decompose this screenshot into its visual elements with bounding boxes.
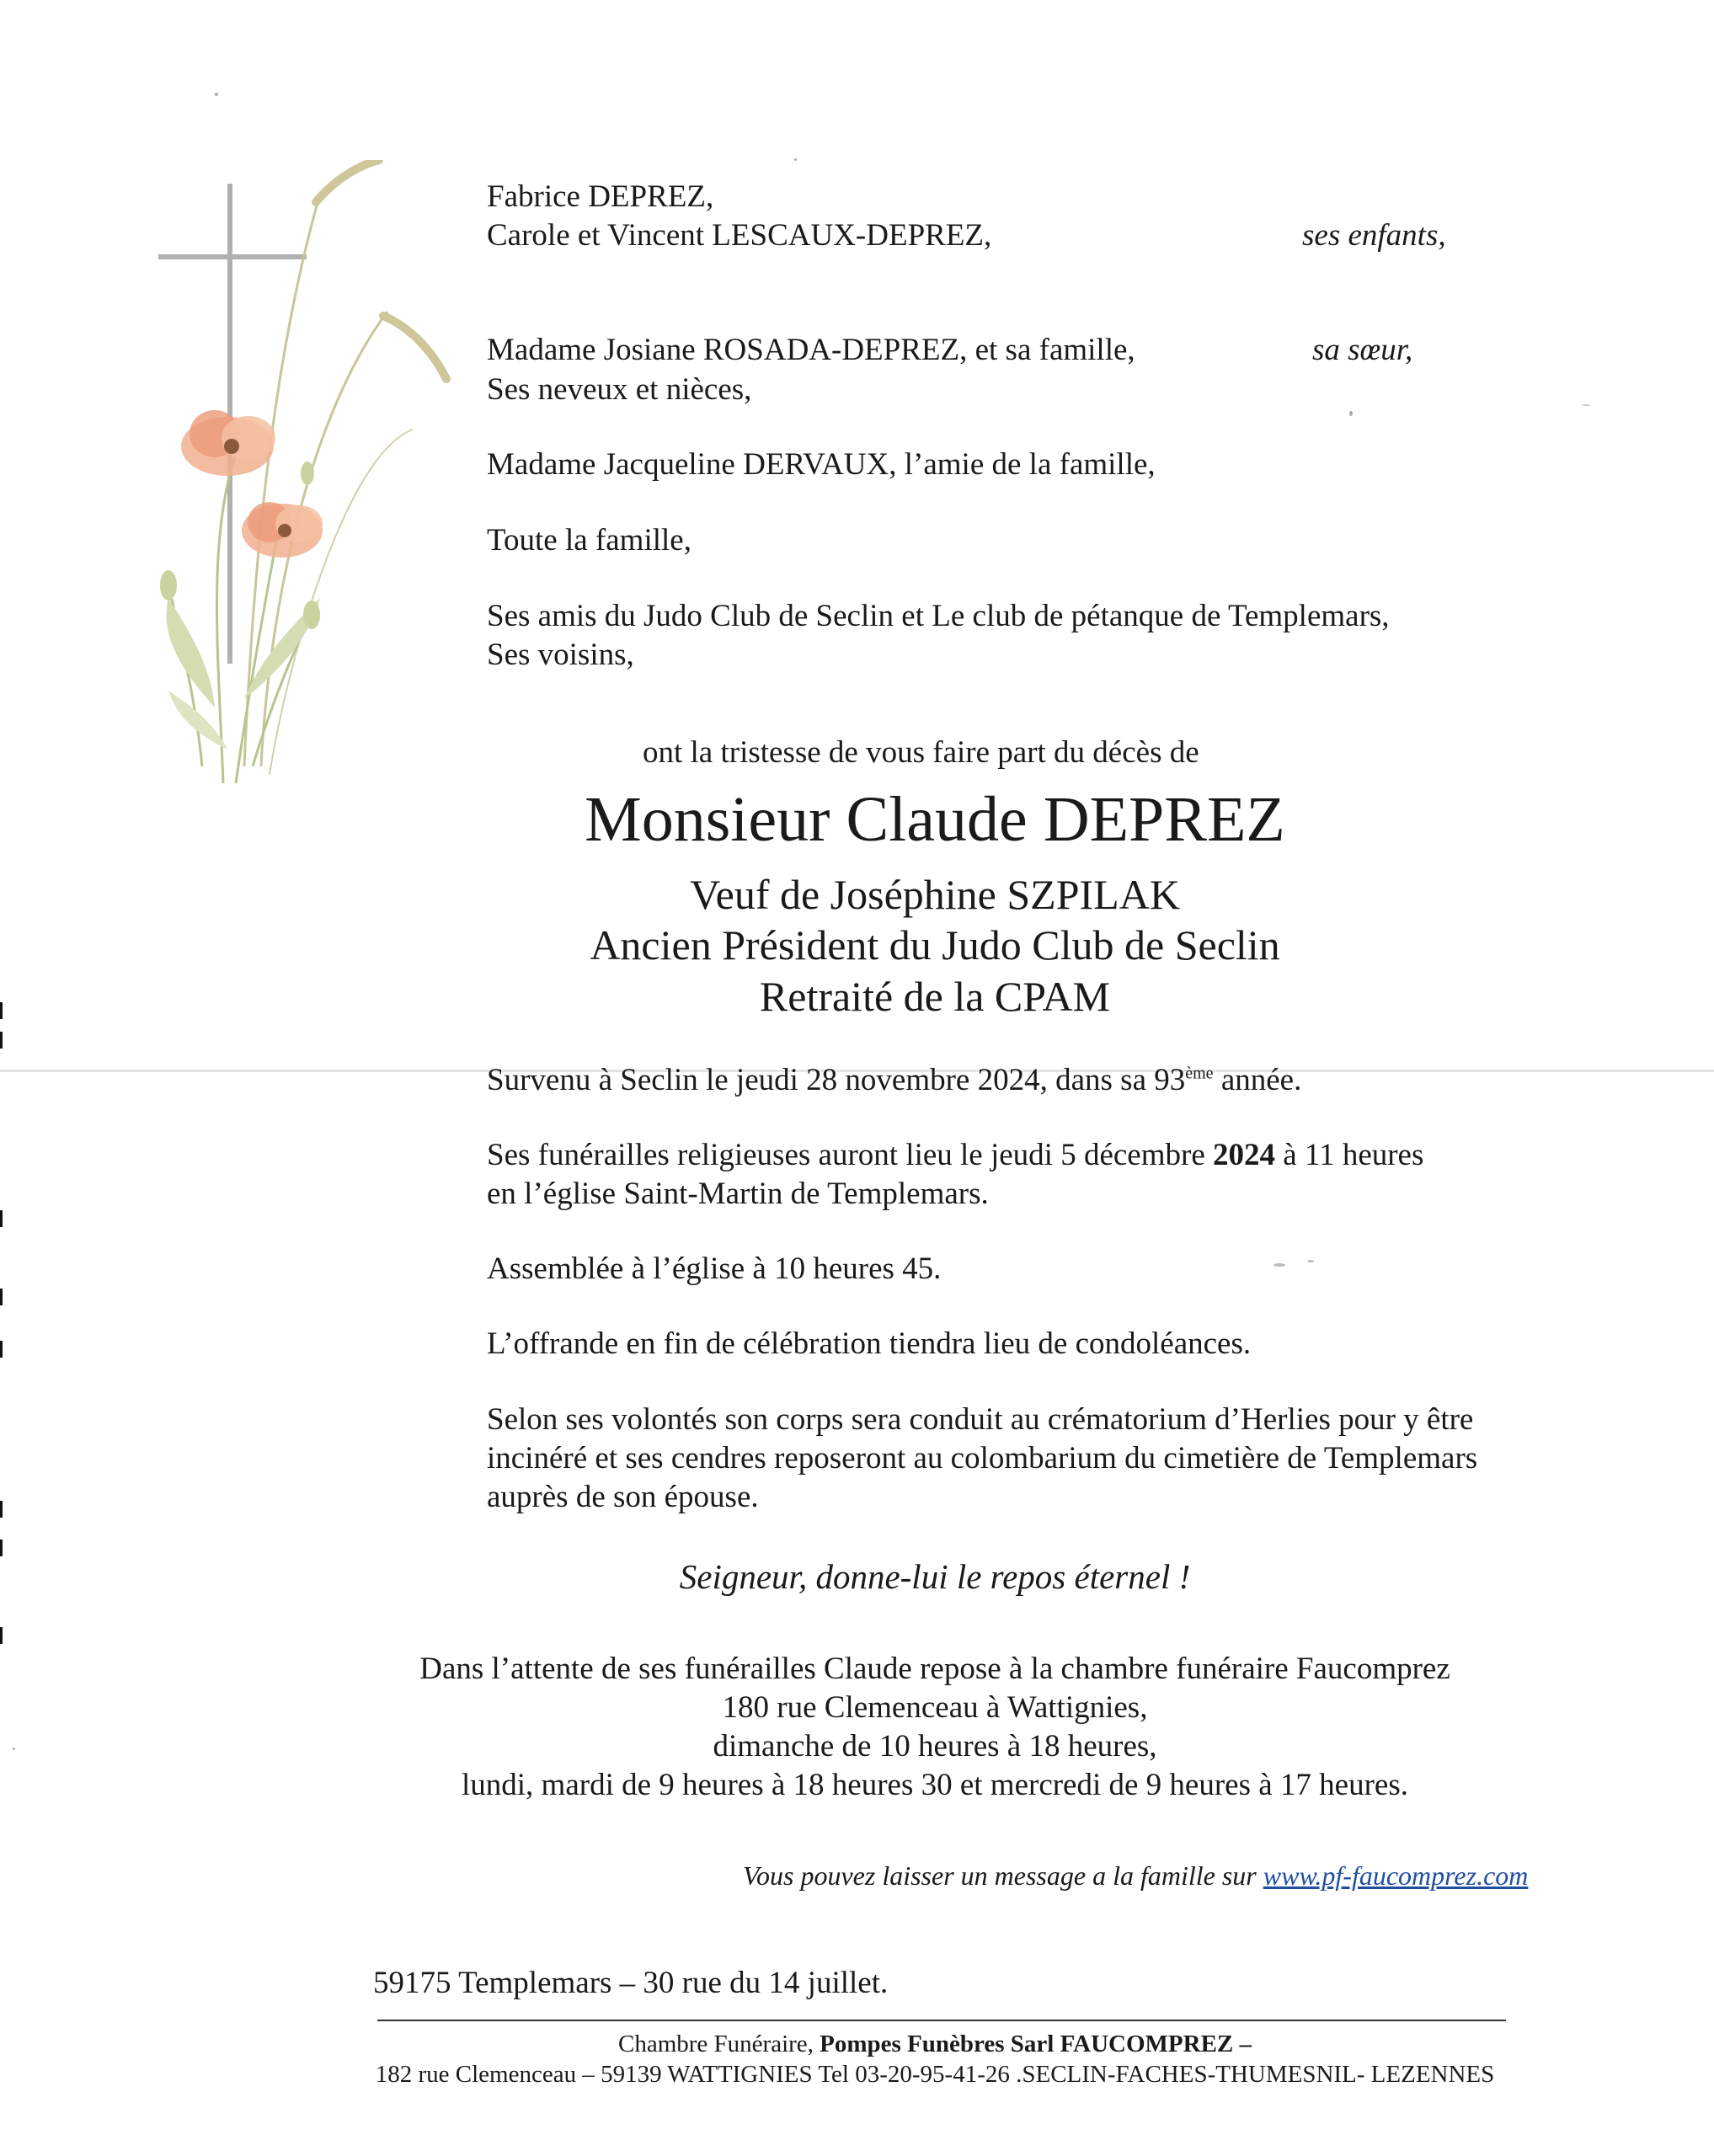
funeral-line-2: en l’église Saint-Martin de Templemars.	[487, 1177, 989, 1211]
wheat-stem	[270, 430, 413, 775]
clubs-line: Ses amis du Judo Club de Seclin et Le club de pétanque de Templemars,	[487, 599, 1390, 633]
funeral-text-a: Ses funérailles religieuses auront lieu le jeudi 5 décembre	[487, 1138, 1214, 1172]
relation-sister: sa sœur,	[1312, 333, 1413, 367]
offering-line: L’offrande en fin de célébration tiendra lieu de condoléances.	[487, 1326, 1252, 1361]
wishes-line-3: auprès de son épouse.	[487, 1480, 759, 1514]
assembly-line: Assemblée à l’église à 10 heures 45.	[487, 1251, 942, 1286]
footer-company-prefix: Chambre Funéraire,	[617, 2031, 820, 2057]
footer-rule	[377, 2020, 1506, 2021]
relation-children: ses enfants,	[1302, 218, 1446, 253]
poppy-flower	[242, 502, 323, 558]
children-name-2: Carole et Vincent LESCAUX-DEPREZ,	[487, 218, 992, 253]
cross-horizontal	[158, 254, 307, 259]
subtitle-retired: Retraité de la CPAM	[759, 973, 1111, 1020]
poppy-bud	[303, 600, 320, 629]
poppy-stem	[217, 455, 237, 783]
prayer-line: Seigneur, donne-lui le repos éternel !	[679, 1557, 1191, 1596]
scan-mark	[0, 1540, 3, 1556]
visitation-line-3: dimanche de 10 heures à 18 heures,	[713, 1729, 1157, 1764]
poppy-bud	[160, 570, 177, 600]
family-line: Toute la famille,	[487, 523, 691, 558]
scan-mark	[0, 1289, 3, 1305]
scan-speck	[794, 158, 797, 161]
scan-speck	[1582, 404, 1590, 406]
footer-line-1	[320, 2030, 1550, 2059]
death-notice-prefix: Survenu à Seclin le jeudi 28 novembre 2024, dans sa 93	[487, 1063, 1186, 1097]
death-notice-suffix: année.	[1213, 1063, 1302, 1097]
family-address: 59175 Templemars – 30 rue du 14 juillet.	[373, 1966, 889, 2000]
message-text: Vous pouvez laisser un message a la famille sur	[743, 1860, 1263, 1891]
deceased-name: Monsieur Claude DEPREZ	[585, 784, 1285, 855]
scan-speck	[13, 1748, 15, 1750]
visitation-line-2: 180 rue Clemenceau à Wattignies,	[722, 1690, 1148, 1725]
website-link[interactable]: www.pf-faucomprez.com	[1263, 1860, 1529, 1891]
message-line	[743, 1860, 1528, 1892]
death-notice-ordinal: ème	[1185, 1064, 1214, 1083]
death-notice	[487, 1062, 1301, 1099]
visitation-line-1: Dans l’attente de ses funérailles Claude repose à la chambre funéraire Faucomprez	[419, 1652, 1450, 1686]
neighbours-line: Ses voisins,	[487, 638, 634, 672]
announcement-intro: ont la tristesse de vous faire part du décès de	[643, 735, 1199, 770]
scan-speck	[1349, 411, 1353, 416]
footer-line-2: 182 rue Clemenceau – 59139 WATTIGNIES Tel 03-20-95-41-26 .SECLIN-FACHES-THUMESNIL- LEZENNES	[375, 2061, 1495, 2088]
scan-mark	[0, 1210, 3, 1227]
scan-speck	[1307, 1260, 1314, 1262]
scan-mark	[0, 1341, 3, 1358]
scan-speck	[1273, 1263, 1285, 1267]
funeral-text-b: à 11 heures	[1275, 1138, 1424, 1172]
scan-mark	[0, 1501, 3, 1518]
funeral-year: 2024	[1213, 1138, 1276, 1172]
scan-mark	[0, 1002, 3, 1019]
nephews-line: Ses neveux et nièces,	[487, 372, 752, 407]
footer-company-name: Pompes Funèbres Sarl FAUCOMPREZ –	[820, 2031, 1252, 2057]
funeral-line-1	[487, 1137, 1423, 1174]
cross-poppies-illustration	[143, 160, 480, 817]
wishes-line-2: incinéré et ses cendres reposeront au colombarium du cimetière de Templemars	[487, 1441, 1478, 1476]
visitation-line-4: lundi, mardi de 9 heures à 18 heures 30 et mercredi de 9 heures à 17 heures.	[462, 1768, 1408, 1802]
scan-mark	[0, 1627, 3, 1644]
friend-line: Madame Jacqueline DERVAUX, l’amie de la famille,	[487, 447, 1156, 482]
subtitle-president: Ancien Président du Judo Club de Seclin	[590, 921, 1280, 969]
poppy-flower	[181, 410, 275, 476]
subtitle-widower: Veuf de Joséphine SZPILAK	[690, 871, 1180, 918]
scan-speck	[215, 93, 218, 96]
wishes-line-1: Selon ses volontés son corps sera conduit au crématorium d’Herlies pour y être	[487, 1402, 1474, 1437]
poppy-bud	[301, 462, 314, 485]
wheat-ear	[383, 316, 446, 379]
sister-name: Madame Josiane ROSADA-DEPREZ, et sa famille,	[487, 333, 1135, 367]
children-name-1: Fabrice DEPREZ,	[487, 179, 714, 214]
scan-mark	[0, 1032, 3, 1049]
wheat-ear	[316, 160, 379, 202]
